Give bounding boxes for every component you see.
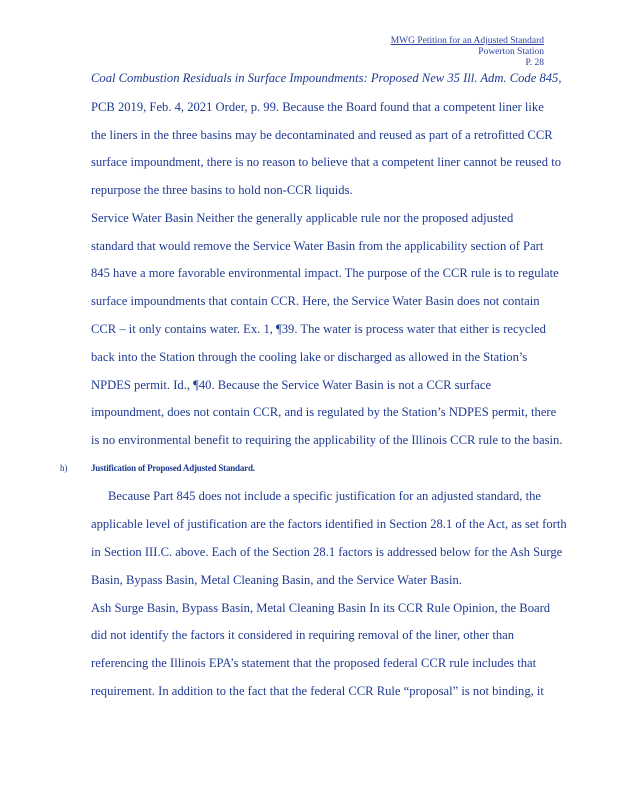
body-line: the liners in the three basins may be decontaminated and reused as part of a retrofitted CCR (91, 128, 553, 142)
body-line: applicable level of justification are the factors identified in Section 28.1 of the Act, as set forth (91, 517, 567, 531)
page-number: P. 28 (525, 58, 544, 68)
body-line: surface impoundments that contain CCR. Here, the Service Water Basin does not contain (91, 294, 540, 308)
body-line: Service Water Basin Neither the generally applicable rule nor the proposed adjusted (91, 211, 514, 225)
page-header (391, 36, 544, 69)
body-line: requirement. In addition to the fact that the federal CCR Rule “proposal” is not binding, it (91, 684, 544, 698)
header-title: MWG Petition for an Adjusted Standard (390, 36, 544, 46)
body-line: CCR – it only contains water. Ex. 1, ¶39. The water is process water that either is recycled (91, 322, 546, 336)
body-line: 845 have a more favorable environmental impact. The purpose of the CCR rule is to regulate (91, 266, 559, 280)
body-line: Ash Surge Basin, Bypass Basin, Metal Cleaning Basin In its CCR Rule Opinion, the Board (91, 601, 551, 615)
body-line: Basin, Bypass Basin, Metal Cleaning Basin, and the Service Water Basin. (91, 573, 462, 587)
body-line: impoundment, does not contain CCR, and is regulated by the Station’s NDPES permit, there (91, 405, 557, 419)
body-line: is no environmental benefit to requiring the applicability of the Illinois CCR rule to the basin. (91, 433, 563, 447)
body-line: repurpose the three basins to hold non-CCR liquids. (91, 183, 353, 197)
body-line: PCB 2019, Feb. 4, 2021 Order, p. 99. Because the Board found that a competent liner like (91, 100, 544, 114)
subsection-label: h) (60, 463, 68, 473)
body-line: Because Part 845 does not include a specific justification for an adjusted standard, the (108, 489, 541, 503)
body-line: back into the Station through the cooling lake or discharged as allowed in the Station’s (91, 350, 528, 364)
body-line: in Section III.C. above. Each of the Section 28.1 factors is addressed below for the Ash Surge (91, 545, 563, 559)
body-line: Coal Combustion Residuals in Surface Impoundments: Proposed New 35 Ill. Adm. Code 845, (91, 71, 562, 85)
body-line: surface impoundment, there is no reason to believe that a competent liner cannot be reused to (91, 155, 562, 169)
body-line: NPDES permit. Id., ¶40. Because the Service Water Basin is not a CCR surface (91, 378, 492, 392)
body-line: referencing the Illinois EPA’s statement that the proposed federal CCR rule includes that (91, 656, 537, 670)
body-line: standard that would remove the Service Water Basin from the applicability section of Part (91, 239, 544, 253)
body-line: did not identify the factors it considered in requiring removal of the liner, other than (91, 628, 515, 642)
subsection-title: Justification of Proposed Adjusted Standard. (91, 463, 255, 473)
header-station: Powerton Station (478, 47, 544, 57)
subsection-heading (60, 463, 255, 473)
